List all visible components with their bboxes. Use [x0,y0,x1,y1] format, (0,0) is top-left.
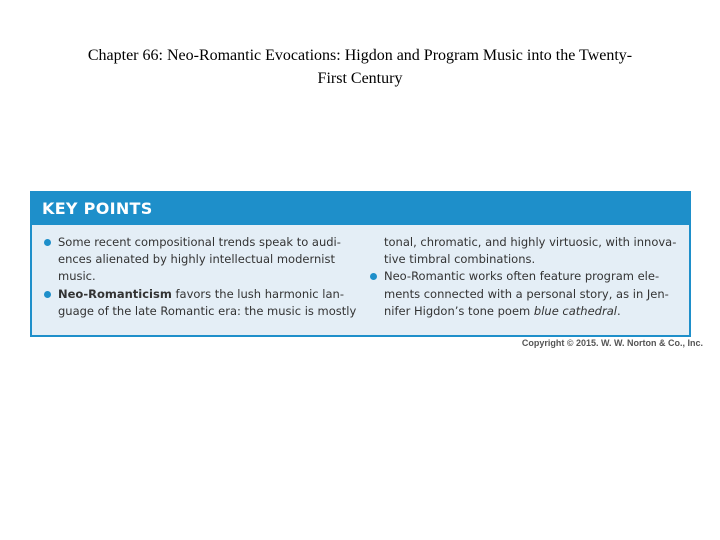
key-point-1-line-3: music. [58,269,96,284]
key-point-2-line-1-rest: favors the lush harmonic lan- [171,286,344,301]
key-point-1-line-1: Some recent compositional trends speak to audi- [58,235,341,249]
bullet-icon [370,273,377,280]
key-term-neo-romanticism: Neo-Romanticism [58,286,172,301]
key-point-3-line-3 [384,303,686,320]
key-points-heading: KEY POINTS [32,193,689,225]
bullet-icon [44,239,51,246]
key-points-body [32,225,689,335]
key-point-2 [42,286,360,320]
copyright-notice: Copyright © 2015. W. W. Norton & Co., Inc. [521,338,703,348]
key-points-box [30,191,691,337]
work-title-blue-cathedral: blue cathedral [533,303,617,318]
bullet-icon [44,291,51,298]
slide-title [30,44,690,90]
key-points-right-column [368,234,686,320]
key-point-2-line-1 [58,286,360,303]
key-point-3-line-3-post: . [616,303,621,318]
key-point-2-line-3: tonal, chromatic, and highly virtuosic, with innova- [384,235,677,249]
slide-title-line-2: First Century [317,70,403,87]
key-point-2-line-2: guage of the late Romantic era: the music is mostly [58,303,357,318]
key-point-3-line-3-pre: nifer Higdon’s tone poem [384,303,534,318]
key-point-1 [42,234,360,286]
key-point-2-line-4: tive timbral combinations. [384,252,536,267]
key-point-3-line-2: ments connected with a personal story, as in Jen- [384,286,669,301]
slide-title-line-1: Chapter 66: Neo-Romantic Evocations: Higdon and Program Music into the Twenty- [87,47,633,64]
key-point-3 [368,268,686,320]
key-point-1-line-2: ences alienated by highly intellectual modernist [58,252,335,267]
key-point-3-line-1: Neo-Romantic works often feature program ele- [384,269,660,284]
key-points-left-column [42,234,360,320]
key-point-2-continued [368,234,686,268]
